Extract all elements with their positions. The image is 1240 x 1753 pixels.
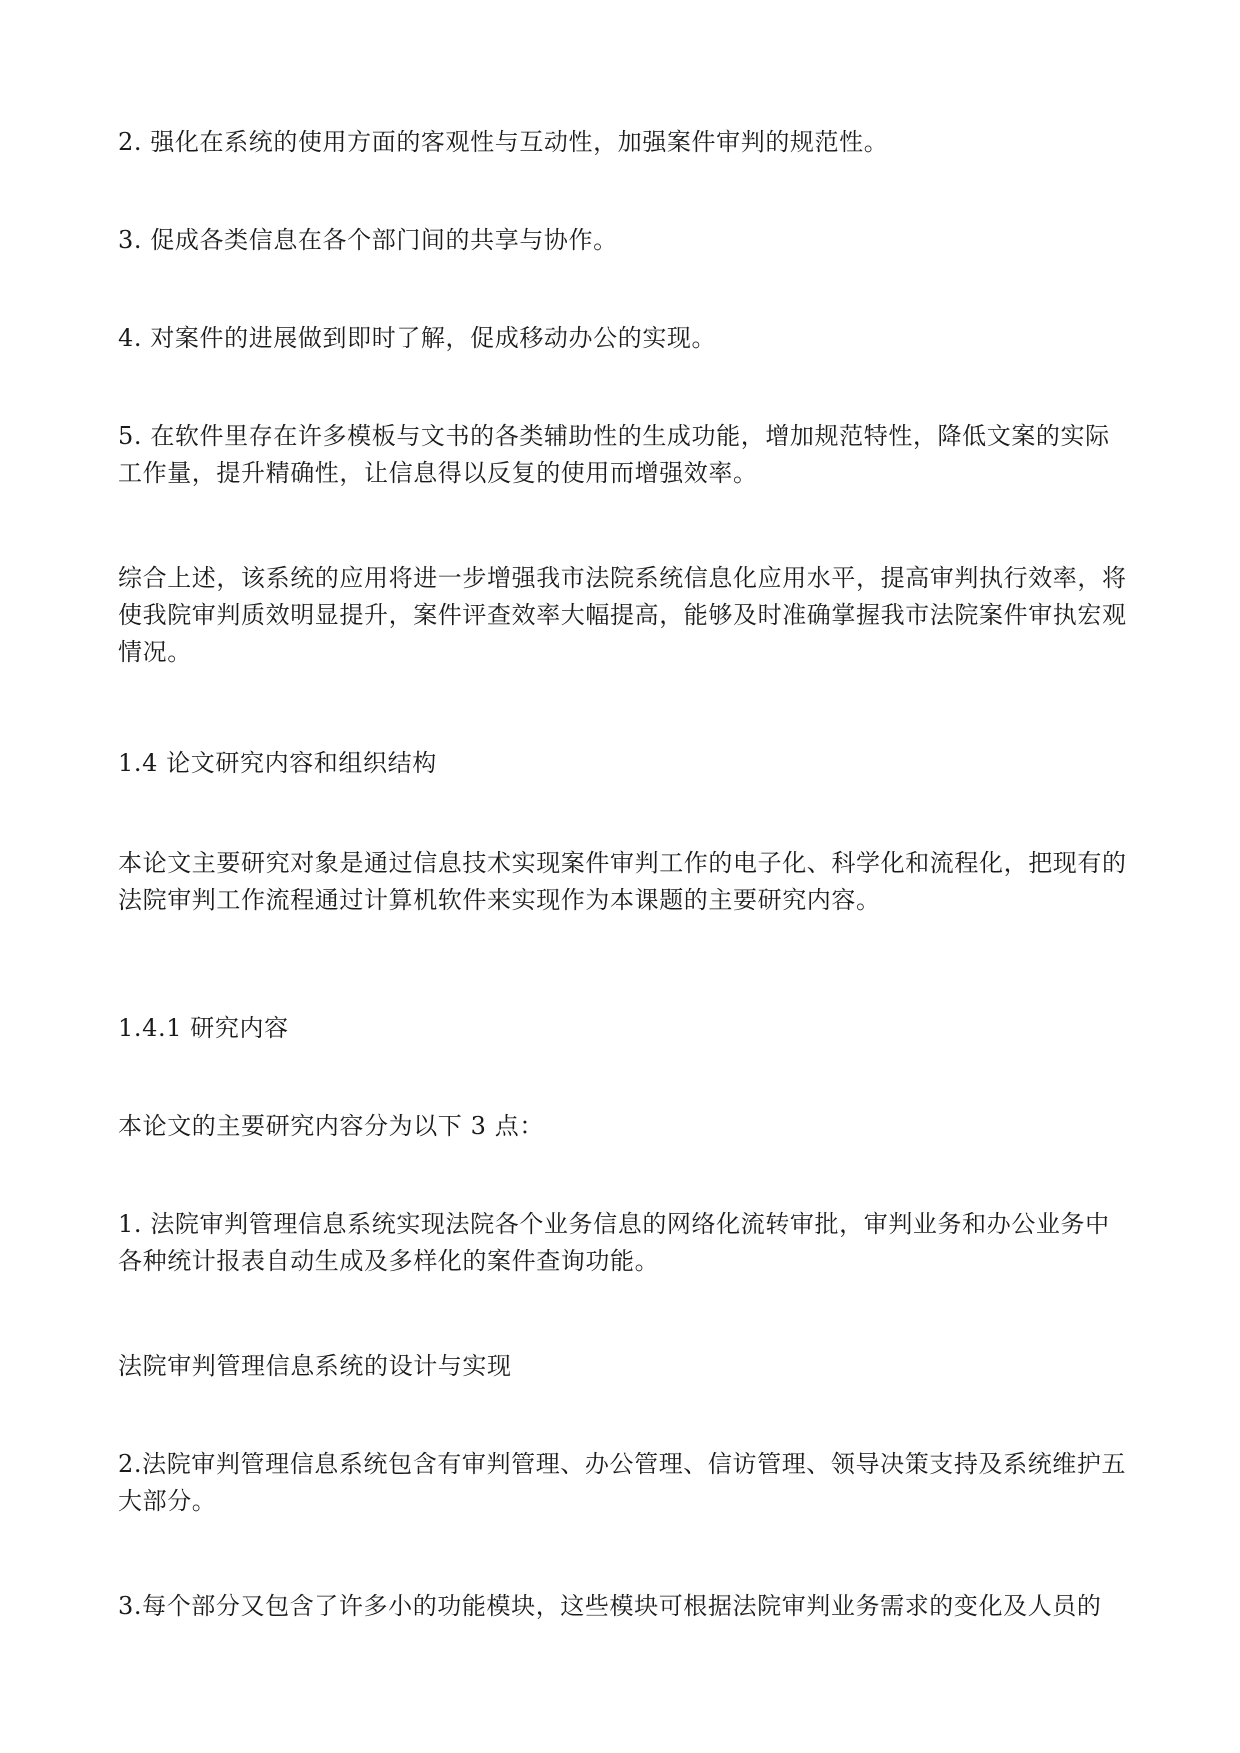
section-intro-paragraph: 本论文主要研究对象是通过信息技术实现案件审判工作的电子化、科学化和流程化，把现有的法院审判工作流程通过计算机软件来实现作为本课题的主要研究内容。: [118, 849, 1127, 914]
running-title: 法院审判管理信息系统的设计与实现: [118, 1352, 512, 1380]
subsection-heading-1-4-1: 1.4.1 研究内容: [118, 1014, 289, 1042]
content-item-2: 2.法院审判管理信息系统包含有审判管理、办公管理、信访管理、领导决策支持及系统维护五大部分。: [118, 1450, 1127, 1515]
content-item-3: 3.每个部分又包含了许多小的功能模块，这些模块可根据法院审判业务需求的变化及人员的: [118, 1592, 1102, 1620]
list-item-2-objectivity: 2. 强化在系统的使用方面的客观性与互动性，加强案件审判的规范性。: [118, 128, 889, 156]
section-heading-1-4: 1.4 论文研究内容和组织结构: [118, 749, 437, 777]
content-item-1: 1. 法院审判管理信息系统实现法院各个业务信息的网络化流转审批，审判业务和办公业务中各种统计报表自动生成及多样化的案件查询功能。: [118, 1210, 1110, 1275]
content-overview-paragraph: 本论文的主要研究内容分为以下 3 点：: [118, 1112, 544, 1140]
list-item-4-mobile-office: 4. 对案件的进展做到即时了解，促成移动办公的实现。: [118, 324, 717, 352]
list-item-3-info-sharing: 3. 促成各类信息在各个部门间的共享与协作。: [118, 226, 618, 254]
list-item-5-templates: 5. 在软件里存在许多模板与文书的各类辅助性的生成功能，增加规范特性，降低文案的实际工作量，提升精确性，让信息得以反复的使用而增强效率。: [118, 422, 1110, 487]
summary-paragraph: 综合上述，该系统的应用将进一步增强我市法院系统信息化应用水平，提高审判执行效率，将使我院审判质效明显提升，案件评查效率大幅提高，能够及时准确掌握我市法院案件审执宏观情况。: [118, 564, 1127, 666]
